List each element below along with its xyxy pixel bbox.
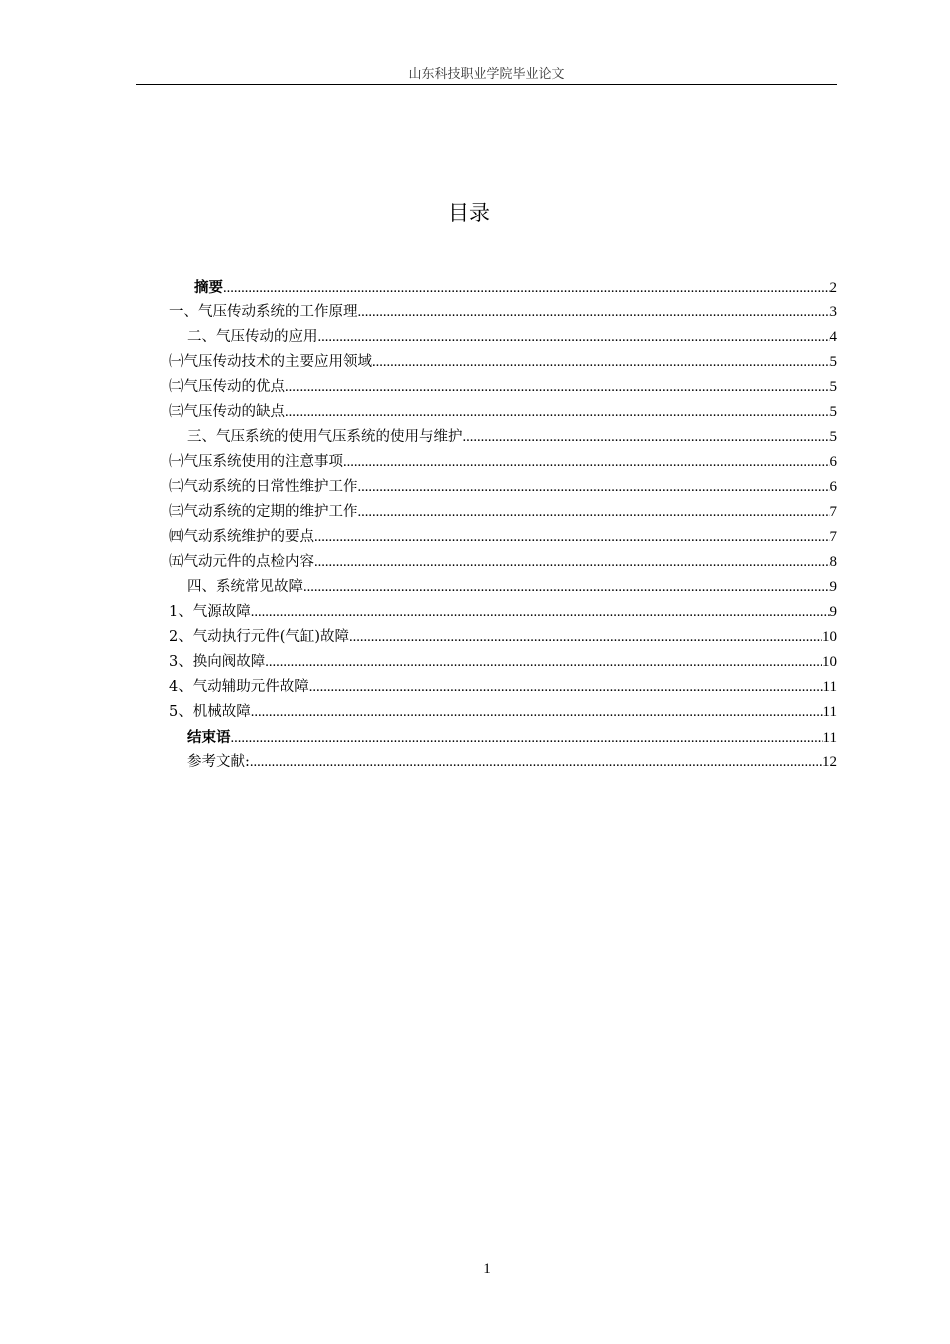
- toc-entry-page: 3: [829, 304, 837, 320]
- toc-entry-page: 8: [829, 554, 837, 570]
- toc-leader-dots: [251, 600, 830, 625]
- toc-leader-dots: [349, 625, 822, 650]
- toc-leader-dots: [358, 500, 830, 525]
- toc-entry-label: 结束语: [187, 729, 231, 746]
- toc-entry-label: 一、气压传动系统的工作原理: [169, 304, 358, 320]
- toc-entry-page: 9: [829, 604, 837, 620]
- toc-entry-page: 5: [829, 429, 837, 445]
- toc-leader-dots: [358, 300, 830, 325]
- toc-entry-page: 11: [822, 704, 837, 720]
- toc-entry-page: 5: [829, 379, 837, 395]
- toc-entry[interactable]: [169, 275, 837, 300]
- toc-entry[interactable]: [169, 675, 837, 700]
- toc-leader-dots: [285, 400, 830, 425]
- toc-entry[interactable]: [169, 425, 837, 450]
- toc-entry[interactable]: [169, 700, 837, 725]
- toc-entry[interactable]: [169, 725, 837, 750]
- toc-entry[interactable]: [169, 475, 837, 500]
- toc-leader-dots: [250, 750, 822, 775]
- toc-entry[interactable]: [169, 550, 837, 575]
- toc-entry-page: 2: [829, 280, 837, 296]
- toc-entry[interactable]: [169, 500, 837, 525]
- toc-entry[interactable]: [169, 450, 837, 475]
- toc-entry-label: ㈢气压传动的缺点: [169, 404, 285, 420]
- toc-entry-page: 7: [829, 529, 837, 545]
- toc-entry-label: 4、气动辅助元件故障: [169, 679, 309, 695]
- toc-entry[interactable]: [169, 300, 837, 325]
- toc-entry-label: 1、气源故障: [169, 604, 251, 620]
- toc-title: 目录: [448, 201, 490, 225]
- toc-leader-dots: [343, 450, 830, 475]
- toc-leader-dots: [314, 550, 830, 575]
- toc-entry-label: 3、换向阀故障: [169, 654, 266, 670]
- toc-entry-label: 四、系统常见故障: [187, 579, 303, 595]
- toc-entry-page: 5: [829, 404, 837, 420]
- toc-entry-label: ㈡气压传动的优点: [169, 379, 285, 395]
- running-header: 山东科技职业学院毕业论文: [408, 67, 565, 82]
- toc-entry-label: 2、气动执行元件(气缸)故障: [169, 629, 350, 645]
- toc-entry[interactable]: [169, 350, 837, 375]
- toc-leader-dots: [251, 700, 823, 725]
- toc-entry[interactable]: [169, 750, 837, 775]
- toc-leader-dots: [318, 325, 830, 350]
- toc-entry[interactable]: [169, 400, 837, 425]
- toc-entry[interactable]: [169, 325, 837, 350]
- toc-leader-dots: [314, 525, 830, 550]
- toc-entry[interactable]: [169, 575, 837, 600]
- toc-leader-dots: [309, 675, 823, 700]
- toc-entry-page: 10: [822, 629, 837, 645]
- toc-leader-dots: [358, 475, 830, 500]
- toc-leader-dots: [285, 375, 830, 400]
- toc-entry-page: 5: [829, 354, 837, 370]
- toc-entry-label: ㈠气压传动技术的主要应用领域: [169, 354, 372, 370]
- toc-entry-label: 5、机械故障: [169, 704, 251, 720]
- toc-entry[interactable]: [169, 375, 837, 400]
- header-rule: [136, 84, 837, 85]
- toc-entry-page: 9: [829, 579, 837, 595]
- toc-leader-dots: [231, 726, 823, 750]
- toc-entry-label: ㈤气动元件的点检内容: [169, 554, 314, 570]
- table-of-contents: [169, 275, 837, 775]
- toc-entry-page: 12: [822, 754, 837, 770]
- toc-entry-label: ㈡气动系统的日常性维护工作: [169, 479, 358, 495]
- toc-entry-page: 7: [829, 504, 837, 520]
- toc-entry-page: 11: [822, 730, 837, 746]
- toc-entry[interactable]: [169, 625, 837, 650]
- toc-entry-label: 二、气压传动的应用: [187, 329, 318, 345]
- toc-entry-label: 参考文献:: [187, 754, 250, 770]
- toc-leader-dots: [223, 276, 830, 300]
- toc-entry-page: 11: [822, 679, 837, 695]
- toc-entry-page: 10: [822, 654, 837, 670]
- toc-entry[interactable]: [169, 600, 837, 625]
- toc-entry-label: ㈣气动系统维护的要点: [169, 529, 314, 545]
- toc-entry[interactable]: [169, 525, 837, 550]
- toc-leader-dots: [265, 650, 822, 675]
- toc-leader-dots: [372, 350, 830, 375]
- toc-entry-page: 6: [829, 479, 837, 495]
- page-number: 1: [483, 1261, 491, 1277]
- toc-entry-page: 4: [829, 329, 837, 345]
- toc-entry-label: 三、气压系统的使用气压系统的使用与维护: [187, 429, 463, 445]
- toc-entry-label: ㈢气动系统的定期的维护工作: [169, 504, 358, 520]
- toc-leader-dots: [463, 425, 830, 450]
- toc-entry-label: 摘要: [194, 279, 223, 296]
- toc-entry-page: 6: [829, 454, 837, 470]
- toc-entry[interactable]: [169, 650, 837, 675]
- toc-entry-label: ㈠气压系统使用的注意事项: [169, 454, 343, 470]
- toc-leader-dots: [303, 575, 830, 600]
